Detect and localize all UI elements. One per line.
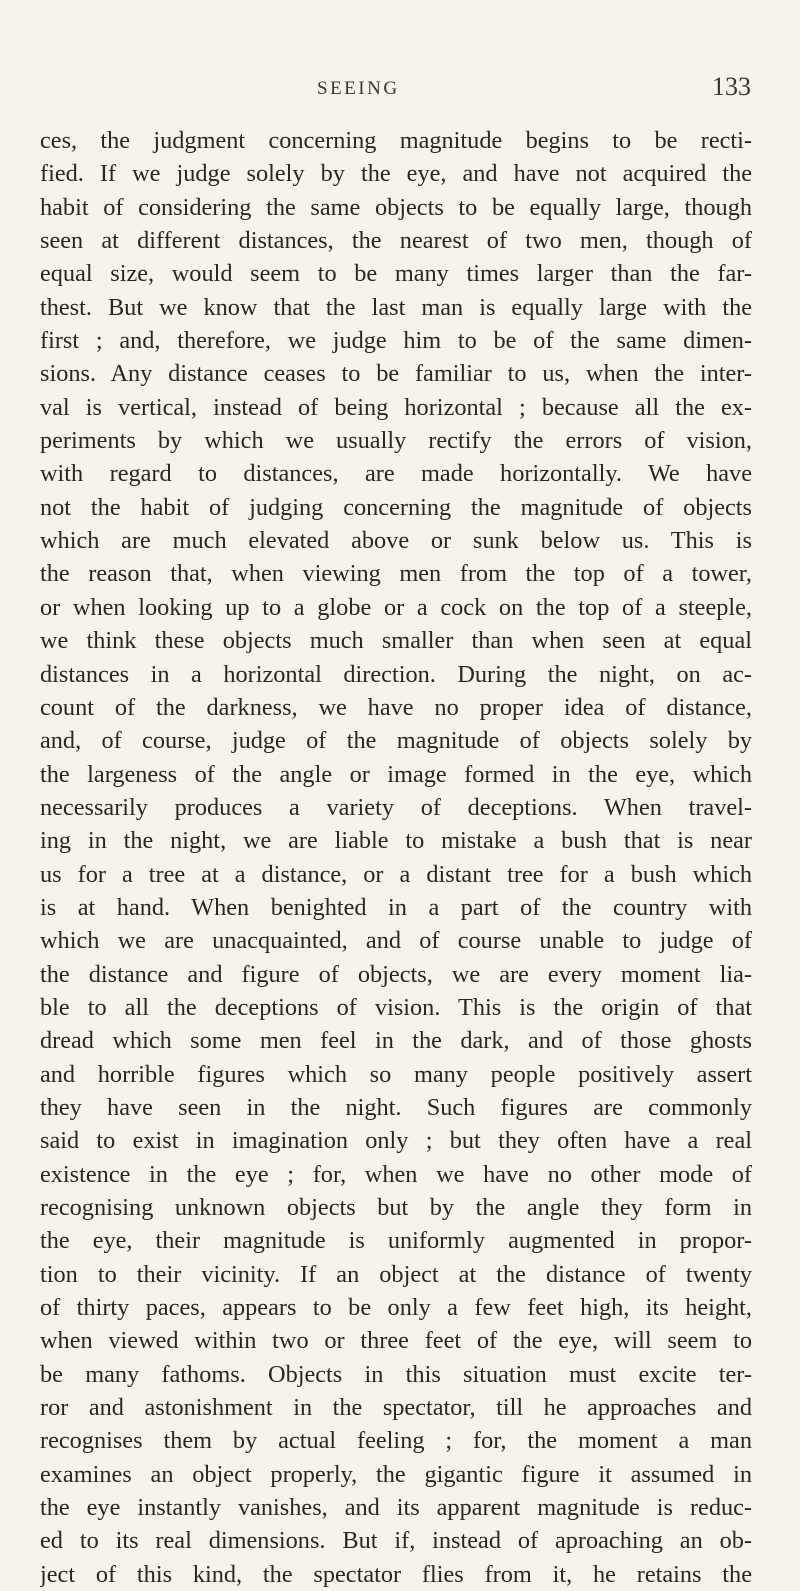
- text-line: ror and astonishment in the spectator, till he approaches and: [40, 1394, 752, 1422]
- text-line: first ; and, therefore, we judge him to be of the same dimen-: [40, 327, 752, 355]
- text-line: thest. But we know that the last man is equally large with the: [40, 293, 752, 321]
- text-line: which are much elevated above or sunk below us. This is: [40, 527, 752, 555]
- text-line: with regard to distances, are made horizontally. We have: [40, 460, 752, 488]
- running-head: SEEING: [317, 78, 400, 99]
- text-line: the eye, their magnitude is uniformly augmented in propor-: [40, 1227, 752, 1255]
- text-line: which we are unacquainted, and of course unable to judge of: [40, 927, 752, 955]
- text-line: fied. If we judge solely by the eye, and have not acquired the: [40, 160, 752, 188]
- text-line: and, of course, judge of the magnitude of objects solely by: [40, 727, 752, 755]
- text-line: not the habit of judging concerning the magnitude of objects: [40, 493, 752, 521]
- text-line: examines an object properly, the gigantic figure it assumed in: [40, 1460, 752, 1488]
- text-line: or when looking up to a globe or a cock on the top of a steeple,: [40, 593, 752, 621]
- text-line: ces, the judgment concerning magnitude begins to be recti-: [40, 127, 752, 154]
- text-line: existence in the eye ; for, when we have no other mode of: [40, 1160, 752, 1188]
- text-line: distances in a horizontal direction. During the night, on ac-: [40, 660, 752, 688]
- text-line: the eye instantly vanishes, and its apparent magnitude is reduc-: [40, 1494, 752, 1522]
- text-line: necessarily produces a variety of deceptions. When travel-: [40, 793, 752, 821]
- text-line: be many fathoms. Objects in this situation must excite ter-: [40, 1360, 752, 1388]
- text-line: ble to all the deceptions of vision. This is the origin of that: [40, 993, 752, 1021]
- text-line: val is vertical, instead of being horizontal ; because all the ex-: [40, 393, 752, 421]
- text-line: ed to its real dimensions. But if, instead of aproaching an ob-: [40, 1527, 752, 1555]
- text-line: recognising unknown objects but by the angle they form in: [40, 1194, 752, 1221]
- text-line: equal size, would seem to be many times larger than the far-: [40, 260, 752, 288]
- text-line: sions. Any distance ceases to be familiar to us, when the inter-: [40, 360, 752, 388]
- text-line: the largeness of the angle or image formed in the eye, which: [40, 760, 752, 788]
- text-line: recognises them by actual feeling ; for, the moment a man: [40, 1427, 752, 1455]
- text-line: said to exist in imagination only ; but they often have a real: [40, 1127, 752, 1155]
- text-line: the reason that, when viewing men from the top of a tower,: [40, 560, 752, 588]
- text-line: is at hand. When benighted in a part of the country with: [40, 893, 752, 921]
- text-line: the distance and figure of objects, we are every moment lia-: [40, 960, 752, 988]
- text-line: us for a tree at a distance, or a distant tree for a bush which: [40, 860, 752, 888]
- text-line: we think these objects much smaller than when seen at equal: [40, 627, 752, 655]
- body-text: [40, 124, 752, 1591]
- text-line: when viewed within two or three feet of the eye, will seem to: [40, 1327, 752, 1355]
- text-line: and horrible figures which so many people positively assert: [40, 1060, 752, 1088]
- text-line: they have seen in the night. Such figures are commonly: [40, 1093, 752, 1121]
- text-line: of thirty paces, appears to be only a few feet high, its height,: [40, 1294, 752, 1322]
- page-header: [0, 72, 800, 108]
- text-line: seen at different distances, the nearest of two men, though of: [40, 227, 752, 255]
- text-line: ject of this kind, the spectator flies from it, he retains the: [40, 1560, 752, 1588]
- text-line: count of the darkness, we have no proper idea of distance,: [40, 693, 752, 721]
- text-line: dread which some men feel in the dark, and of those ghosts: [40, 1027, 752, 1055]
- text-line: tion to their vicinity. If an object at the distance of twenty: [40, 1260, 752, 1288]
- text-line: habit of considering the same objects to be equally large, though: [40, 193, 752, 221]
- text-line: periments by which we usually rectify the errors of vision,: [40, 427, 752, 455]
- text-line: ing in the night, we are liable to mistake a bush that is near: [40, 827, 752, 855]
- page-number: 133: [712, 72, 751, 101]
